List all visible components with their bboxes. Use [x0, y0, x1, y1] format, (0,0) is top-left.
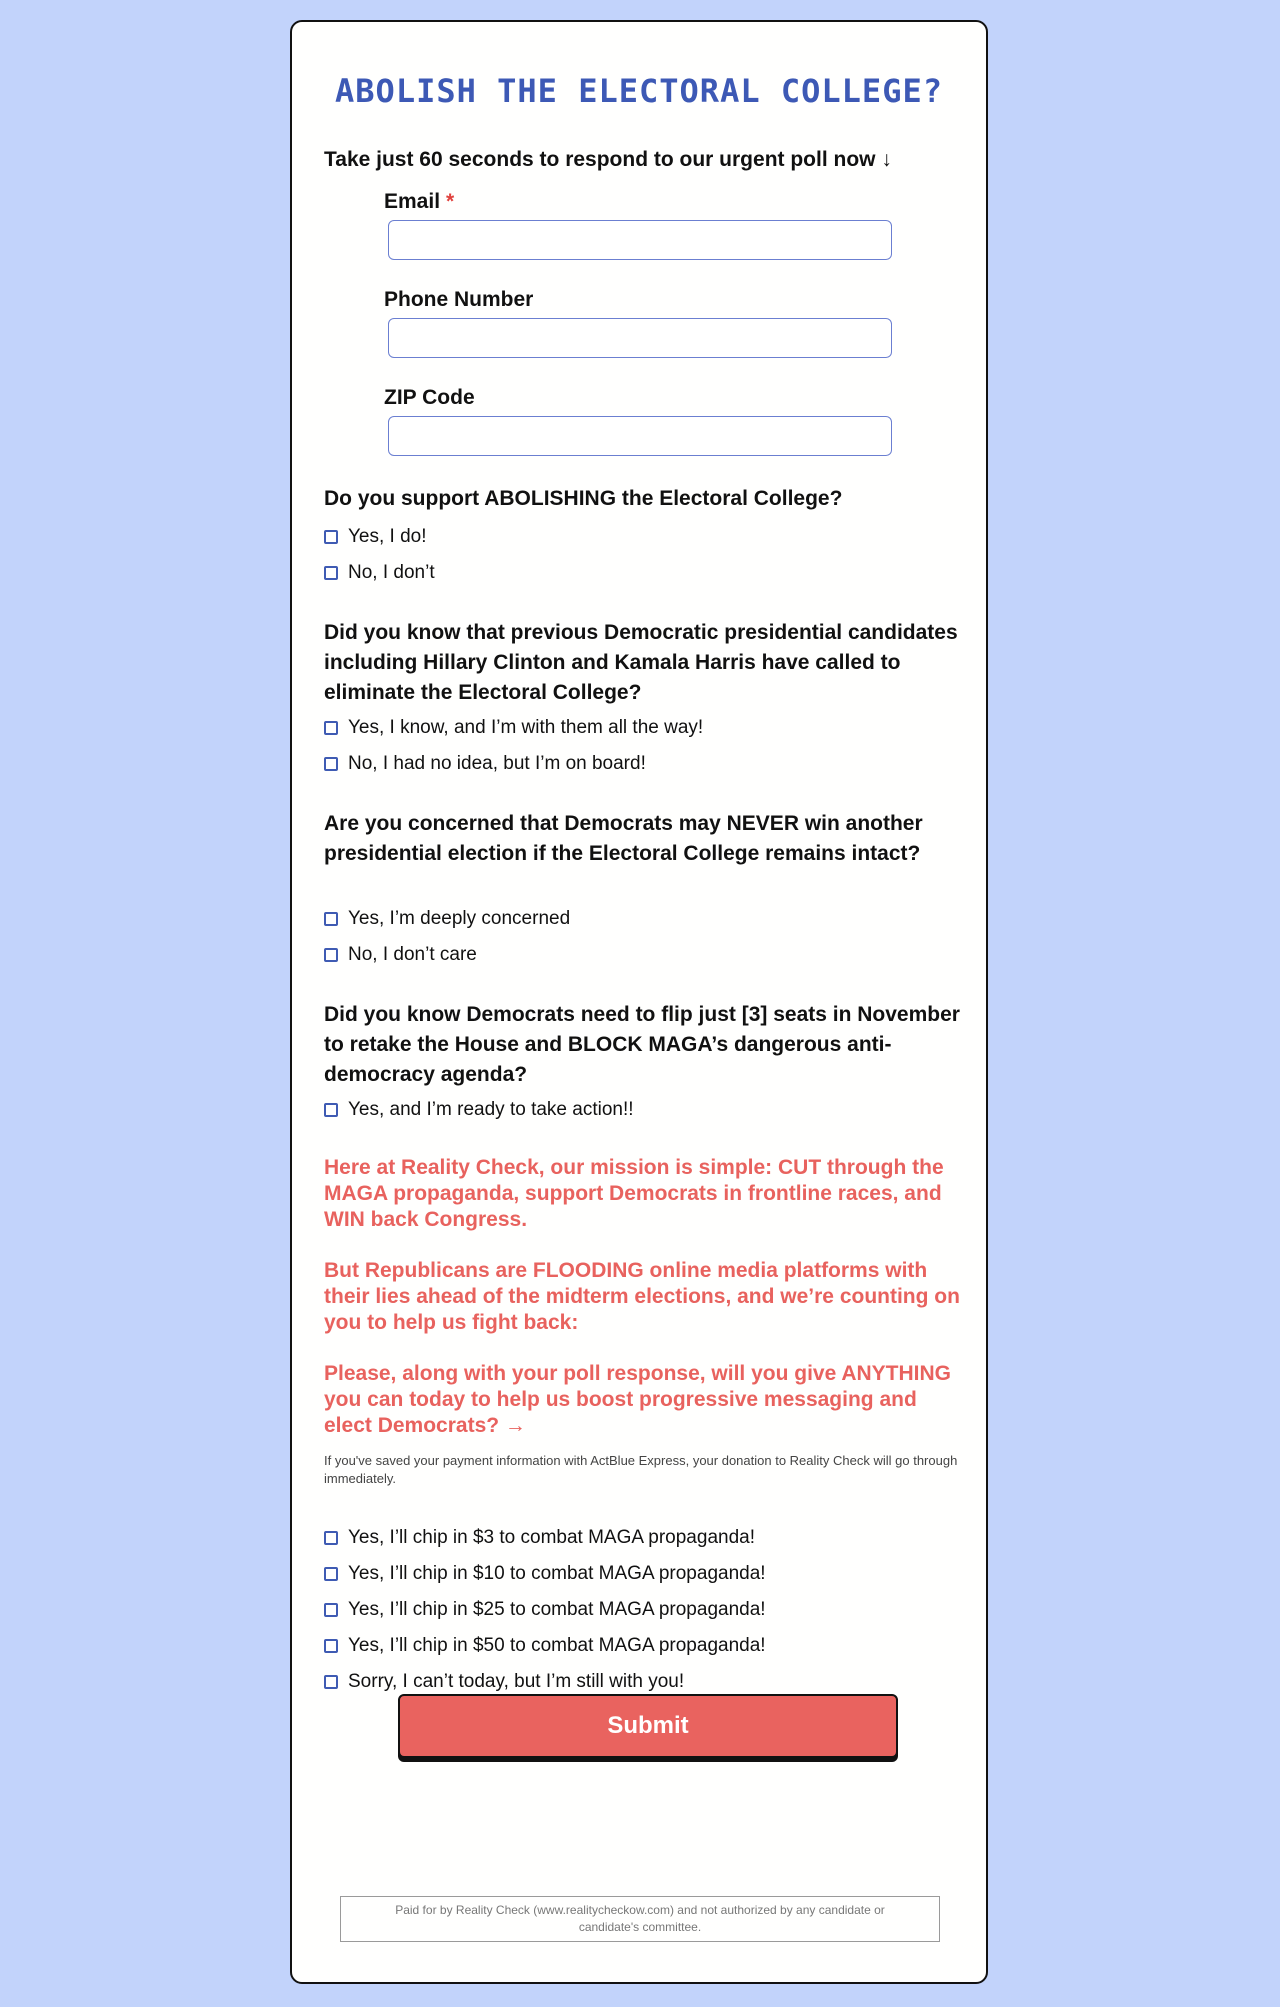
phone-field[interactable]	[388, 318, 892, 358]
q1-option-yes[interactable]	[324, 524, 427, 550]
option-label: Yes, I’ll chip in $50 to combat MAGA propaganda!	[348, 1635, 766, 1656]
option-label: Yes, I’m deeply concerned	[348, 908, 571, 929]
submit-button[interactable]: Submit	[398, 1694, 898, 1758]
checkbox[interactable]	[324, 1639, 338, 1653]
donation-option-decline[interactable]	[324, 1669, 684, 1695]
page-title: ABOLISH THE ELECTORAL COLLEGE?	[335, 72, 943, 110]
donation-option-10[interactable]	[324, 1561, 766, 1587]
pitch-paragraph-2: But Republicans are FLOODING online media platforms with their lies ahead of the midterm elections, and we’re counting on you to help us fight back:	[324, 1259, 960, 1334]
zip-field[interactable]	[388, 416, 892, 456]
checkbox[interactable]	[324, 1531, 338, 1545]
q2-option-yes[interactable]	[324, 715, 703, 741]
question-4: Did you know Democrats need to flip just [3] seats in November to retake the House and BLOCK MAGA’s dangerous anti-democracy agenda?	[324, 1003, 960, 1086]
pitch-paragraph-3: Please, along with your poll response, will you give ANYTHING you can today to help us boost progressive messaging and elect Democrats? →	[324, 1362, 952, 1437]
checkbox[interactable]	[324, 757, 338, 771]
option-label: Yes, I do!	[348, 526, 427, 547]
q2-option-no[interactable]	[324, 751, 646, 777]
required-mark: *	[446, 190, 455, 213]
question-3: Are you concerned that Democrats may NEVER win another presidential election if the Electoral College remains intact?	[324, 812, 923, 865]
pitch-paragraph-1: Here at Reality Check, our mission is simple: CUT through the MAGA propaganda, support Democrats in frontline races, and WIN back Congress.	[324, 1156, 944, 1231]
phone-label: Phone Number	[384, 288, 534, 311]
option-label: Yes, I’ll chip in $10 to combat MAGA propaganda!	[348, 1563, 766, 1584]
checkbox[interactable]	[324, 1675, 338, 1689]
option-label: Yes, I’ll chip in $25 to combat MAGA propaganda!	[348, 1599, 766, 1620]
donation-option-50[interactable]	[324, 1633, 766, 1659]
checkbox[interactable]	[324, 721, 338, 735]
checkbox[interactable]	[324, 1603, 338, 1617]
option-label: Sorry, I can’t today, but I’m still with you!	[348, 1671, 685, 1692]
option-label: No, I had no idea, but I’m on board!	[348, 753, 646, 774]
option-label: No, I don’t	[348, 562, 435, 583]
q4-option-yes[interactable]	[324, 1097, 634, 1123]
checkbox[interactable]	[324, 912, 338, 926]
email-field[interactable]	[388, 220, 892, 260]
intro-text: Take just 60 seconds to respond to our urgent poll now ↓	[324, 148, 892, 171]
donation-option-25[interactable]	[324, 1597, 766, 1623]
checkbox[interactable]	[324, 530, 338, 544]
option-label: Yes, and I’m ready to take action!!	[348, 1099, 634, 1120]
option-label: No, I don’t care	[348, 944, 477, 965]
q1-option-no[interactable]	[324, 560, 435, 586]
donation-option-3[interactable]	[324, 1525, 755, 1551]
email-label-text: Email	[384, 190, 441, 213]
checkbox[interactable]	[324, 1567, 338, 1581]
option-label: Yes, I know, and I’m with them all the way!	[348, 717, 704, 738]
poll-card	[290, 20, 988, 1984]
question-2: Did you know that previous Democratic presidential candidates including Hillary Clinton and Kamala Harris have called to eliminate the Electoral College?	[324, 621, 958, 704]
actblue-express-note: If you've saved your payment information with ActBlue Express, your donation to Reality Check will go through immediately.	[324, 1453, 958, 1486]
q3-option-yes[interactable]	[324, 906, 570, 932]
checkbox[interactable]	[324, 948, 338, 962]
checkbox[interactable]	[324, 566, 338, 580]
email-label	[384, 190, 454, 214]
zip-label: ZIP Code	[384, 386, 475, 409]
question-1: Do you support ABOLISHING the Electoral College?	[324, 487, 843, 510]
paid-for-disclaimer: Paid for by Reality Check (www.realitycheckow.com) and not authorized by any candidate or candidate's committee.	[340, 1896, 940, 1942]
option-label: Yes, I’ll chip in $3 to combat MAGA propaganda!	[348, 1527, 755, 1548]
checkbox[interactable]	[324, 1103, 338, 1117]
q3-option-no[interactable]	[324, 942, 477, 968]
